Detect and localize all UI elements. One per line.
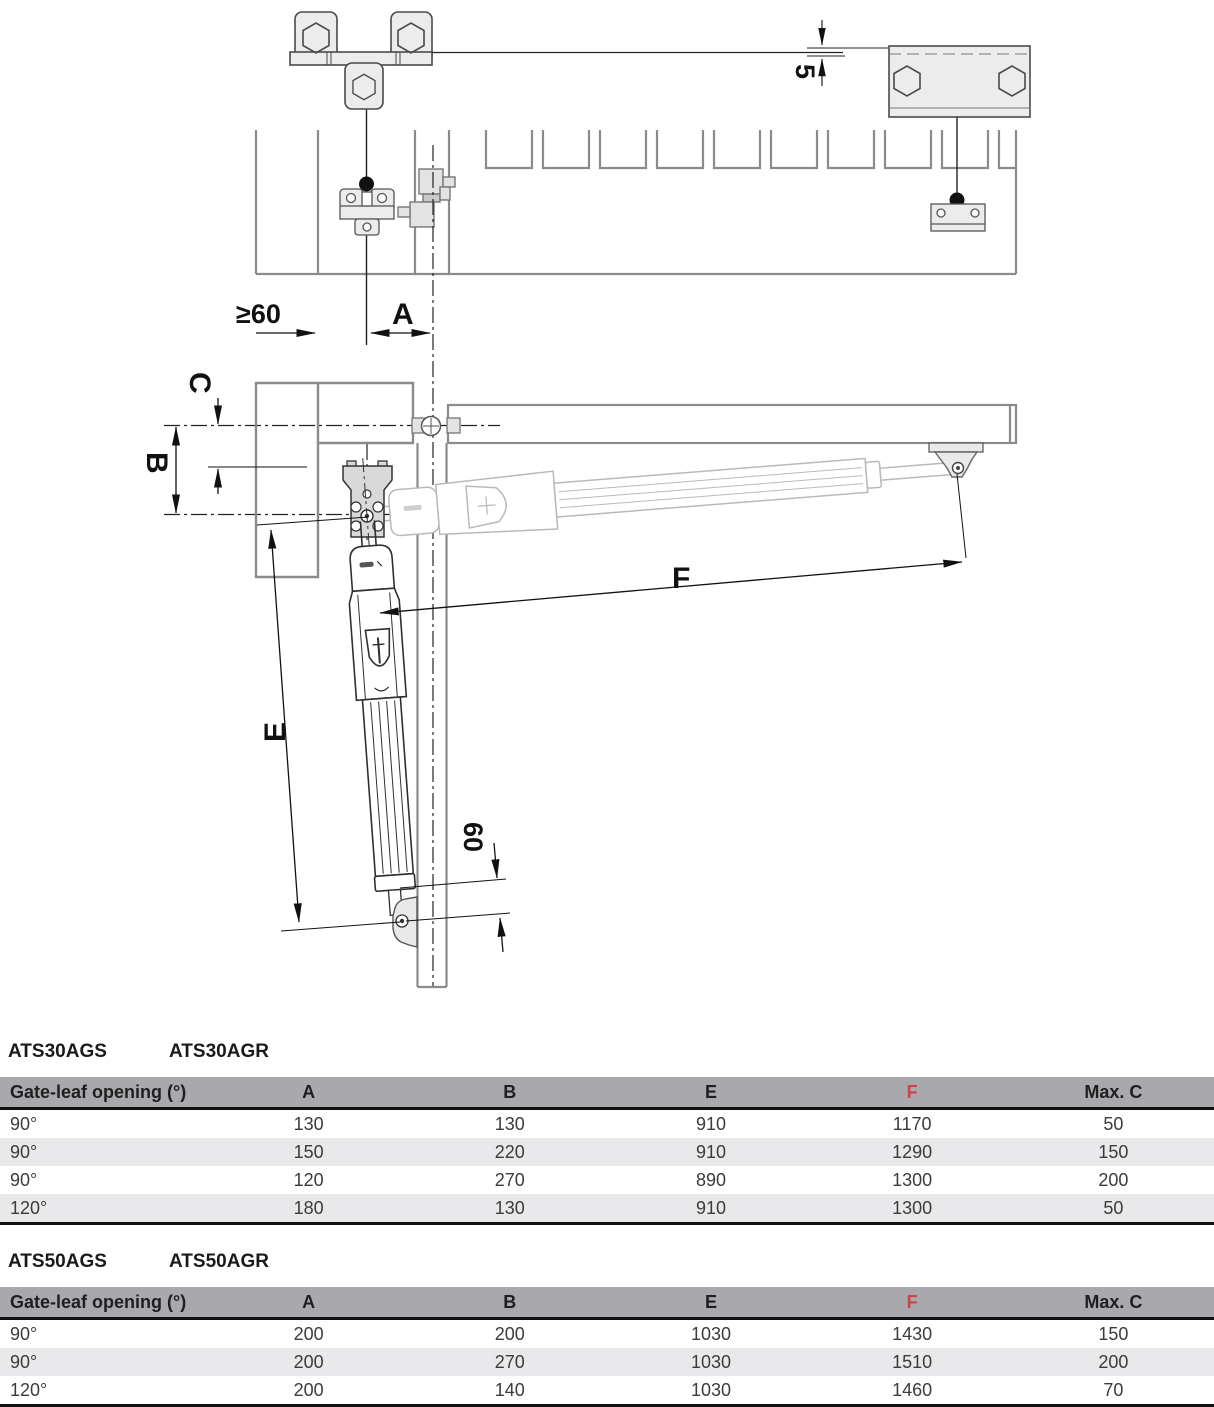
cell-a: 200 <box>293 1351 324 1372</box>
cell-e: 890 <box>695 1169 726 1190</box>
cell-b: 140 <box>409 1376 610 1406</box>
cell-e: 910 <box>695 1113 726 1134</box>
col-header-opening: Gate-leaf opening (°) <box>0 1287 208 1319</box>
rear-fixing-bracket <box>340 189 394 235</box>
cell-opening: 90° <box>10 1141 38 1162</box>
cell-a: 200 <box>293 1323 324 1344</box>
cell-maxc: 150 <box>1098 1141 1129 1162</box>
dim-label-5: 5 <box>790 64 820 80</box>
cell-maxc: 200 <box>1098 1169 1129 1190</box>
gate-hinge-plan <box>398 169 455 227</box>
model-name: ATS50AGS <box>8 1251 107 1272</box>
cell-e: 910 <box>610 1194 811 1224</box>
front-bracket-plate <box>889 46 1030 117</box>
cell-opening: 90° <box>10 1113 38 1134</box>
col-header-b: B <box>409 1077 610 1109</box>
cell-f: 1430 <box>892 1323 933 1344</box>
cell-f: 1460 <box>812 1376 1013 1406</box>
rear-bracket-top-view <box>290 12 432 109</box>
cell-f: 1170 <box>892 1113 932 1134</box>
cell-a: 180 <box>208 1194 409 1224</box>
cell-f: 1300 <box>892 1169 933 1190</box>
dimensions-table-ats50 <box>0 1287 1214 1407</box>
cell-a: 150 <box>293 1141 324 1162</box>
cell-maxc: 70 <box>1013 1376 1214 1406</box>
cell-e: 1030 <box>610 1376 811 1406</box>
closed-gate-leaf <box>448 405 1016 443</box>
col-header-b: B <box>409 1287 610 1319</box>
dim-lines-cb <box>176 398 307 513</box>
cell-maxc: 50 <box>1103 1113 1124 1134</box>
dim-label-a: A <box>392 298 414 331</box>
cell-maxc: 150 <box>1098 1323 1129 1344</box>
cell-f: 1510 <box>892 1351 933 1372</box>
cell-e: 1030 <box>690 1323 731 1344</box>
cell-opening: 90° <box>10 1169 38 1190</box>
cell-a: 120 <box>293 1169 324 1190</box>
model-names <box>8 1251 1214 1273</box>
cell-b: 200 <box>494 1323 525 1344</box>
actuator-closed-ghost <box>366 439 961 544</box>
cell-opening: 90° <box>10 1323 38 1344</box>
cell-opening: 120° <box>0 1194 208 1224</box>
model-name: ATS30AGS <box>8 1041 107 1062</box>
dim-label-min60: ≥60 <box>236 299 281 329</box>
table-row <box>0 1138 1214 1166</box>
gate-slats <box>486 130 1016 168</box>
table-row <box>0 1348 1214 1376</box>
table-header-row <box>0 1287 1214 1319</box>
rear-bracket-front-view <box>343 461 392 537</box>
gate-hinge-front <box>412 417 460 436</box>
cell-opening: 120° <box>0 1376 208 1406</box>
col-header-maxc: Max. C <box>1013 1077 1214 1109</box>
front-fixing-plate <box>931 204 985 231</box>
col-header-opening: Gate-leaf opening (°) <box>0 1077 208 1109</box>
dim-label-b: B <box>140 452 173 474</box>
cell-b: 270 <box>494 1169 525 1190</box>
dim-label-f: F <box>672 562 691 595</box>
cell-opening: 90° <box>10 1351 38 1372</box>
cell-f: 1290 <box>892 1141 933 1162</box>
cell-a: 200 <box>208 1376 409 1406</box>
table-row <box>0 1166 1214 1194</box>
cell-b: 220 <box>494 1141 525 1162</box>
dim-label-c: C <box>183 372 216 394</box>
cell-b: 130 <box>494 1113 525 1134</box>
dimensions-table-ats30 <box>0 1077 1214 1225</box>
cell-maxc: 200 <box>1098 1351 1129 1372</box>
cell-a: 130 <box>293 1113 324 1134</box>
front-bracket-plumb-line <box>950 117 965 208</box>
col-header-e: E <box>610 1077 811 1109</box>
table-row <box>0 1376 1214 1406</box>
table-header-row <box>0 1077 1214 1109</box>
cell-e: 910 <box>695 1141 726 1162</box>
cell-b: 270 <box>494 1351 525 1372</box>
table-row <box>0 1109 1214 1139</box>
col-header-f: F <box>812 1287 1013 1319</box>
col-header-a: A <box>208 1287 409 1319</box>
cell-b: 130 <box>409 1194 610 1224</box>
model-name: ATS30AGR <box>169 1041 269 1062</box>
dim-label-e: E <box>259 721 292 742</box>
came-logo-mark <box>359 562 373 568</box>
cell-e: 1030 <box>690 1351 731 1372</box>
section-ats30 <box>0 1041 1214 1225</box>
table-row <box>0 1194 1214 1224</box>
col-header-e: E <box>610 1287 811 1319</box>
cell-maxc: 50 <box>1013 1194 1214 1224</box>
col-header-f: F <box>812 1077 1013 1109</box>
section-ats50 <box>0 1251 1214 1407</box>
model-name: ATS50AGR <box>169 1251 269 1272</box>
model-names <box>8 1041 1214 1063</box>
col-header-maxc: Max. C <box>1013 1287 1214 1319</box>
table-row <box>0 1319 1214 1349</box>
dim-label-60: 60 <box>458 822 488 853</box>
cell-f: 1300 <box>812 1194 1013 1224</box>
col-header-a: A <box>208 1077 409 1109</box>
